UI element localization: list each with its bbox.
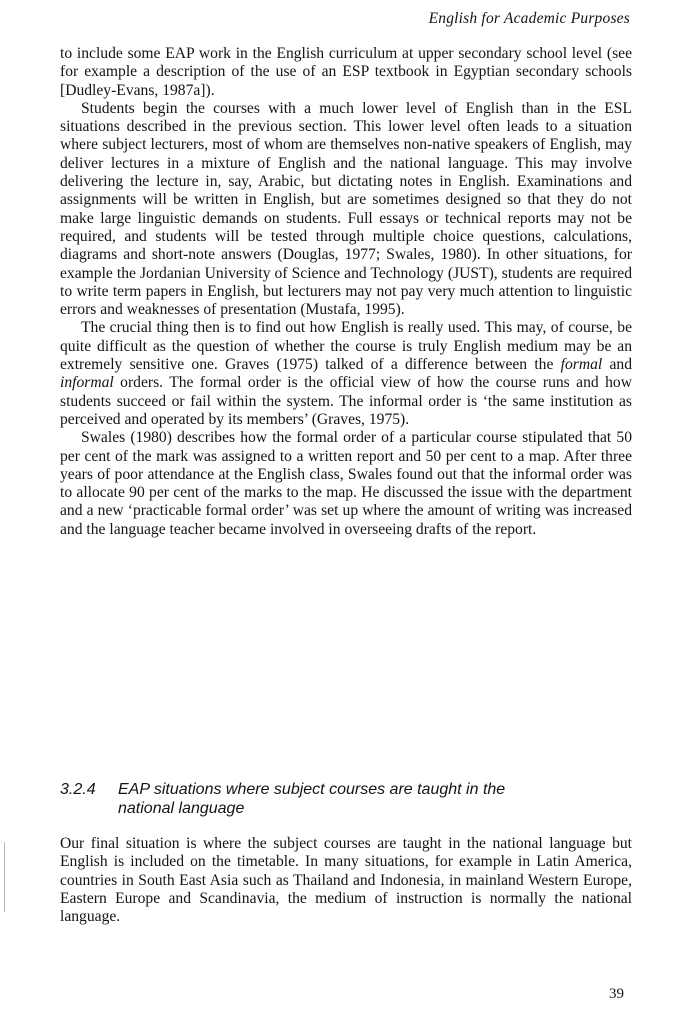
term-formal: formal — [560, 356, 603, 374]
text-run: and — [602, 356, 632, 374]
paragraph-swales-example: Swales (1980) describes how the formal order of a particular course stipulated that 50 per cent of the mark was assigned to a written report and 50 per cent to a map. After three years of poor attendance at the English class, Swales found out that the informal order was to allocate 90 per cent of the marks to the map. He discussed the issue with the department and a new ‘practicable formal order’ was set up where the amount of writing was increased and the language teacher became involved in overseeing drafts of the report. — [60, 429, 632, 538]
page-number: 39 — [609, 986, 624, 1002]
running-header: English for Academic Purposes — [428, 10, 630, 27]
final-text-block — [60, 835, 632, 926]
paragraph-esl-comparison: Students begin the courses with a much lower level of English than in the ESL situations described in the previous section. This lower level often leads to a situation where subject lecturers, most of whom are themselves non-native speakers of English, may deliver lectures in a mixture of English and the national language. This may involve delivering the lecture in, say, Arabic, but dictating notes in English. Examinations and assignments will be written in English, but are sometimes designed so that they do not make large linguistic demands on students. Full essays or technical reports may not be required, and students will be tested through multiple choice questions, calculations, diagrams and short-note answers (Douglas, 1977; Swales, 1980). In other situations, for example the Jordanian University of Science and Technology (JUST), students are required to write term papers in English, but lecturers may not pay very much attention to linguistic errors and weaknesses of presentation (Mustafa, 1995). — [60, 99, 632, 319]
paragraph-national-language: Our final situation is where the subject courses are taught in the national language but English is included on the timetable. In many situations, for example in Latin America, countries in South East Asia such as Thailand and Indonesia, in mainland Western Europe, Eastern Europe and Scandinavia, the medium of instruction is normally the national language. — [60, 835, 632, 926]
paragraph-continuation: to include some EAP work in the English curriculum at upper secondary school level (see for example a description of the use of an ESP textbook in Egyptian secondary schools [Dudley-Evans, 1987a]). — [60, 45, 632, 99]
text-run: orders. The formal order is the official view of how the course runs and how students succeed or fail within the system. The informal order is ‘the same institution as perceived and operated by its members’ (Graves, 1975). — [60, 374, 632, 428]
section-title-line1: EAP situations where subject courses are taught in the — [118, 781, 506, 798]
section-number: 3.2.4 — [60, 781, 96, 798]
section-heading — [60, 780, 620, 818]
scan-edge-mark — [4, 842, 5, 912]
text-run: The crucial thing then is to find out how English is really used. This may, of course, be quite difficult as the question of whether the course is truly English medium may be an extremely sensitive one. Graves (1975) talked of a difference between the — [60, 319, 632, 374]
term-informal: informal — [60, 374, 114, 392]
section-title-line2: national language — [118, 800, 245, 817]
paragraph-formal-informal-order — [60, 319, 632, 429]
main-text-block — [60, 45, 632, 539]
